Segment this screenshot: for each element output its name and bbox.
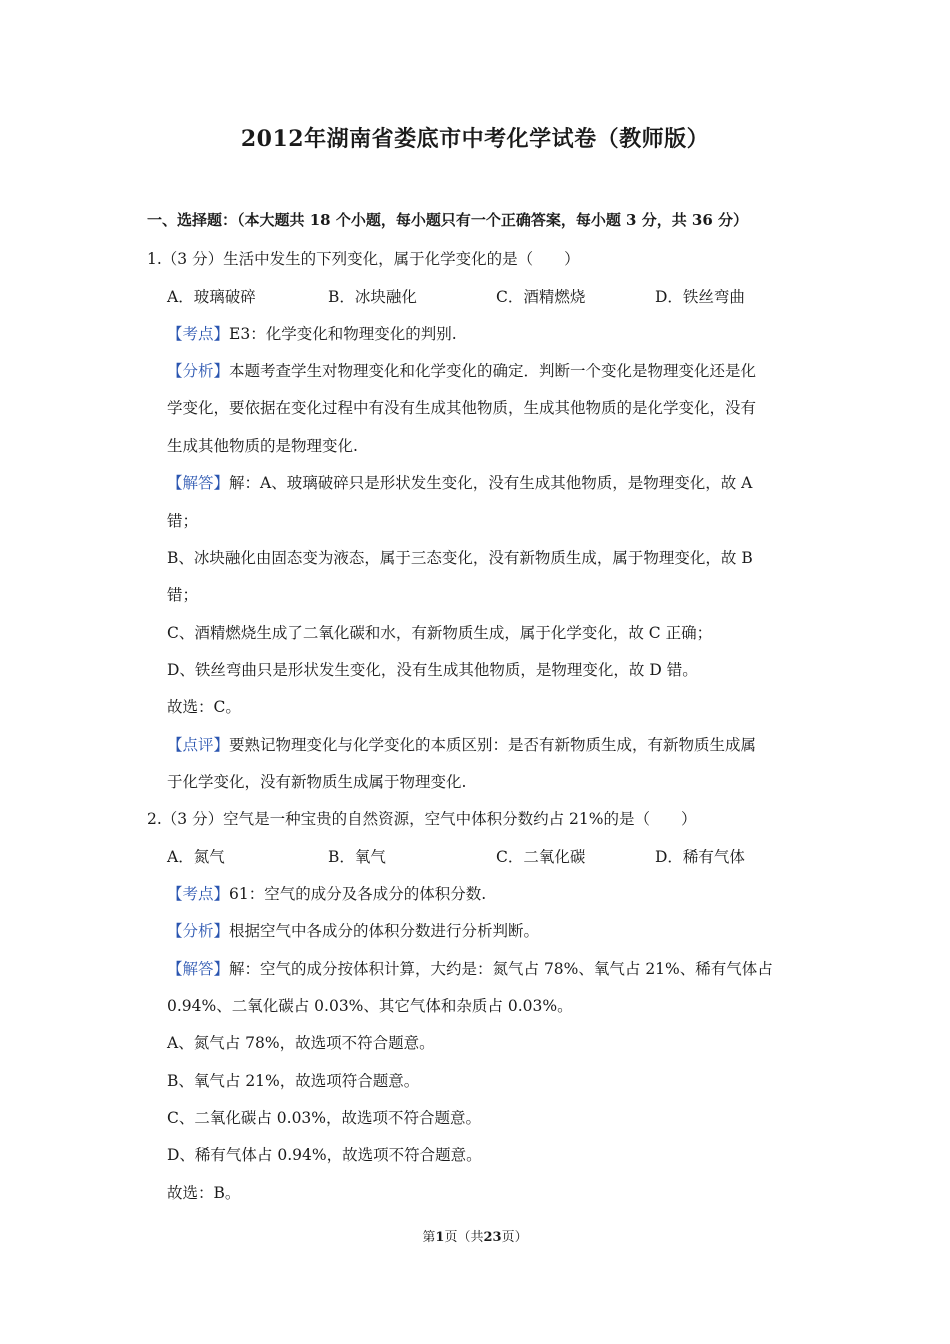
q2-kaodian bbox=[167, 884, 486, 904]
q1-jieda-line-1 bbox=[167, 473, 752, 493]
q1-kaodian-tag: 【考点】 bbox=[167, 325, 230, 343]
q2-option-d: D．稀有气体 bbox=[655, 848, 745, 866]
q1-jieda-line-5: C、酒精燃烧生成了二氧化碳和水，有新物质生成，属于化学变化，故 C 正确； bbox=[167, 624, 713, 642]
q1-kaodian bbox=[167, 324, 457, 344]
footer-middle: 页（共 bbox=[444, 1230, 484, 1245]
q1-dianping-text-1: 要熟记物理变化与化学变化的本质区别：是否有新物质生成，有新物质生成属 bbox=[229, 736, 757, 754]
q1-jieda-tag: 【解答】 bbox=[167, 474, 230, 492]
q1-fenxi-text-1: 本题考查学生对物理变化和化学变化的确定．判断一个变化是物理变化还是化 bbox=[229, 362, 757, 380]
q2-option-b: B．氧气 bbox=[328, 848, 386, 866]
q1-jieda-line-6: D、铁丝弯曲只是形状发生变化，没有生成其他物质，是物理变化，故 D 错。 bbox=[167, 661, 698, 679]
footer-total-pages: 23 bbox=[483, 1230, 502, 1245]
q1-kaodian-text: E3：化学变化和物理变化的判别. bbox=[229, 325, 457, 343]
q2-jieda-line-2: 0.94%、二氧化碳占 0.03%、其它气体和杂质占 0.03%。 bbox=[167, 997, 573, 1015]
q2-jieda-text-1: 解：空气的成分按体积计算，大约是：氮气占 78%、氧气占 21%、稀有气体占 bbox=[229, 960, 773, 978]
q1-jieda-line-2: 错； bbox=[167, 512, 199, 530]
q1-fenxi-line-1 bbox=[167, 361, 756, 381]
page-footer bbox=[0, 1226, 950, 1245]
footer-prefix: 第 bbox=[422, 1230, 436, 1245]
q2-option-a: A．氮气 bbox=[167, 848, 225, 866]
q2-jieda-line-1 bbox=[167, 959, 773, 979]
q2-jieda-line-6: D、稀有气体占 0.94%，故选项不符合题意。 bbox=[167, 1146, 482, 1164]
q2-jieda-line-4: B、氧气占 21%，故选项符合题意。 bbox=[167, 1072, 420, 1090]
q2-stem: 2.（3 分）空气是一种宝贵的自然资源，空气中体积分数约占 21%的是（ ） bbox=[147, 810, 697, 828]
q1-stem: 1.（3 分）生活中发生的下列变化，属于化学变化的是（ ） bbox=[147, 250, 580, 268]
q1-jieda-text-1: 解：A、玻璃破碎只是形状发生变化，没有生成其他物质，是物理变化，故 A bbox=[229, 474, 753, 492]
q1-jieda-line-3: B、冰块融化由固态变为液态，属于三态变化，没有新物质生成，属于物理变化，故 B bbox=[167, 549, 753, 567]
q2-answer: 故选：B。 bbox=[167, 1184, 241, 1202]
q1-answer: 故选：C。 bbox=[167, 698, 241, 716]
q2-fenxi bbox=[167, 921, 539, 941]
q1-dianping-tag: 【点评】 bbox=[167, 736, 230, 754]
footer-suffix: 页） bbox=[501, 1230, 528, 1245]
q1-option-d: D．铁丝弯曲 bbox=[655, 288, 745, 306]
q2-kaodian-text: 61：空气的成分及各成分的体积分数. bbox=[229, 885, 487, 903]
q2-option-c: C．二氧化碳 bbox=[496, 848, 586, 866]
q1-dianping-line-2: 于化学变化，没有新物质生成属于物理变化. bbox=[167, 773, 467, 791]
q1-jieda-line-4: 错； bbox=[167, 586, 199, 604]
section-heading: 一、选择题：（本大题共 18 个小题，每小题只有一个正确答案，每小题 3 分，共 36 分） bbox=[147, 211, 749, 229]
q2-jieda-tag: 【解答】 bbox=[167, 960, 230, 978]
q1-options bbox=[0, 287, 950, 307]
q2-fenxi-text: 根据空气中各成分的体积分数进行分析判断。 bbox=[229, 922, 540, 940]
q2-jieda-line-3: A、氮气占 78%，故选项不符合题意。 bbox=[167, 1034, 435, 1052]
q1-option-a: A．玻璃破碎 bbox=[167, 288, 256, 306]
q2-options bbox=[0, 847, 950, 867]
q2-kaodian-tag: 【考点】 bbox=[167, 885, 230, 903]
q1-option-c: C．酒精燃烧 bbox=[496, 288, 586, 306]
q1-option-b: B．冰块融化 bbox=[328, 288, 417, 306]
q1-dianping-line-1 bbox=[167, 735, 756, 755]
q1-fenxi-line-2: 学变化，要依据在变化过程中有没有生成其他物质，生成其他物质的是化学变化，没有 bbox=[167, 399, 757, 417]
q1-fenxi-tag: 【分析】 bbox=[167, 362, 230, 380]
q2-jieda-line-5: C、二氧化碳占 0.03%，故选项不符合题意。 bbox=[167, 1109, 482, 1127]
footer-page-number: 1 bbox=[435, 1230, 445, 1245]
page-title: 2012年湖南省娄底市中考化学试卷（教师版） bbox=[240, 126, 710, 152]
q2-fenxi-tag: 【分析】 bbox=[167, 922, 230, 940]
q1-fenxi-line-3: 生成其他物质的是物理变化. bbox=[167, 437, 358, 455]
